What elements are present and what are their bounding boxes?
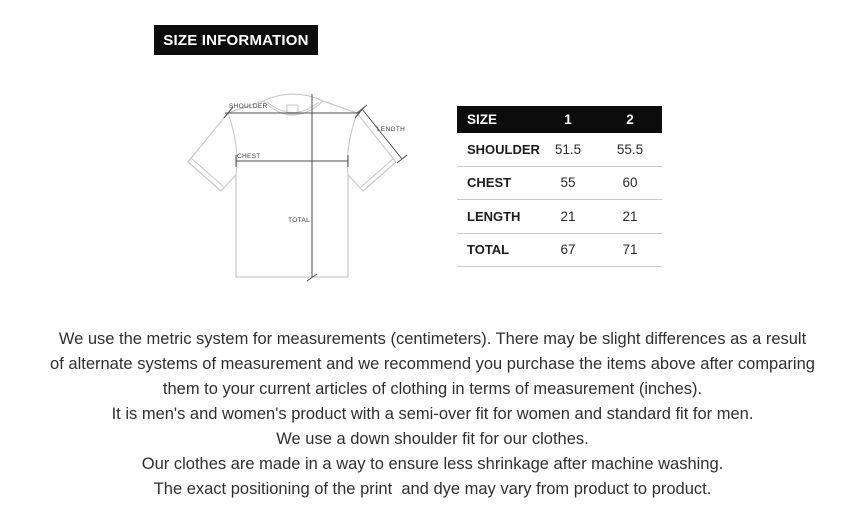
note-line: them to your current articles of clothing in terms of measurement (inches). (162, 380, 703, 398)
diagram-label-length: LENGTH (377, 126, 406, 133)
table-cell-label: LENGTH (467, 208, 521, 224)
size-table-header-col2: 2 (626, 112, 634, 127)
table-row-total (457, 234, 662, 268)
table-cell-size1: 55 (560, 175, 576, 191)
diagram-label-total: TOTAL (288, 217, 310, 224)
table-cell-size1: 67 (560, 242, 576, 258)
table-cell-label: TOTAL (467, 242, 510, 258)
table-cell-label: SHOULDER (467, 141, 540, 157)
table-row-length (457, 200, 662, 234)
table-cell-size2: 71 (622, 242, 638, 258)
table-row-chest (457, 167, 662, 201)
measurement-notes (0, 327, 865, 502)
table-cell-size2: 21 (622, 208, 638, 224)
size-table-header-size: SIZE (467, 112, 498, 127)
diagram-label-chest: CHEST (237, 153, 261, 160)
tshirt-outline (188, 94, 396, 277)
table-row-shoulder (457, 133, 662, 167)
table-cell-size1: 51.5 (554, 141, 582, 157)
size-information-badge (154, 25, 318, 55)
note-line: It is men's and women's product with a semi-over fit for women and standard fit for men. (111, 405, 754, 423)
size-information-title: SIZE INFORMATION (163, 31, 309, 49)
size-table-header-col1: 1 (564, 112, 572, 127)
note-line: of alternate systems of measurement and we recommend you purchase the items above after comparing (50, 355, 815, 373)
table-cell-size2: 55.5 (616, 141, 644, 157)
size-table-header-row (457, 106, 662, 133)
note-line: Our clothes are made in a way to ensure less shrinkage after machine washing. (141, 455, 724, 473)
table-cell-size2: 60 (622, 175, 638, 191)
table-cell-label: CHEST (467, 175, 512, 191)
tshirt-measurement-diagram (175, 85, 410, 285)
note-line: We use the metric system for measurements (centimeters). There may be slight differences as a result (58, 330, 807, 348)
size-table (457, 106, 662, 267)
diagram-label-shoulder: SHOULDER (229, 103, 268, 110)
note-line: We use a down shoulder fit for our clothes. (276, 430, 589, 448)
table-cell-size1: 21 (560, 208, 576, 224)
note-line: The exact positioning of the print and dye may vary from product to product. (153, 480, 712, 498)
